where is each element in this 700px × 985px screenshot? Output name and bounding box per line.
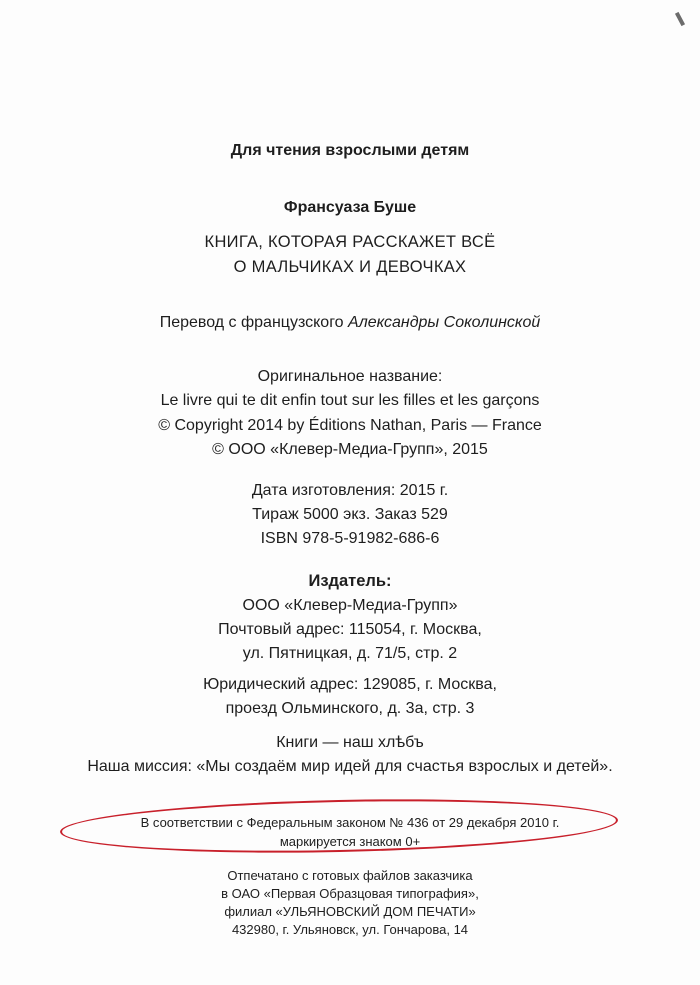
audience-note: Для чтения взрослыми детям xyxy=(230,142,470,159)
publisher-mission: Наша миссия: «Мы создаём мир идей для счастья взрослых и детей». xyxy=(87,758,613,775)
legal-address-line-1: Юридический адрес: 129085, г. Москва, xyxy=(203,676,497,693)
printer-line-1: Отпечатано с готовых файлов заказчика xyxy=(227,868,473,883)
translation-prefix: Перевод с французского xyxy=(159,314,349,331)
printer-line-2: в ОАО «Первая Образцовая типография», xyxy=(221,886,479,901)
publisher-name: ООО «Клевер-Медиа-Групп» xyxy=(242,597,458,614)
translator-name: Александры Соколинской xyxy=(348,314,541,331)
legal-address-line-2: проезд Ольминского, д. 3а, стр. 3 xyxy=(225,700,475,717)
copyright-russian: © ООО «Клевер-Медиа-Групп», 2015 xyxy=(212,441,488,458)
manufacture-date: Дата изготовления: 2015 г. xyxy=(251,482,449,499)
printer-line-3: филиал «УЛЬЯНОВСКИЙ ДОМ ПЕЧАТИ» xyxy=(224,904,476,919)
translation-credit xyxy=(0,314,700,332)
copyright-original: © Copyright 2014 by Éditions Nathan, Paris — France xyxy=(158,417,542,434)
publisher-heading: Издатель: xyxy=(308,572,392,590)
age-rating-law-line: В соответствии с Федеральным законом № 436 от 29 декабря 2010 г. xyxy=(140,815,560,830)
page-edge-mark xyxy=(675,12,685,26)
isbn: ISBN 978-5-91982-686-6 xyxy=(260,530,440,547)
postal-address-line-1: Почтовый адрес: 115054, г. Москва, xyxy=(218,621,482,638)
book-title-line-2: О МАЛЬЧИКАХ И ДЕВОЧКАХ xyxy=(233,258,467,276)
original-title: Le livre qui te dit enfin tout sur les filles et les garçons xyxy=(160,392,540,409)
print-run: Тираж 5000 экз. Заказ 529 xyxy=(252,506,448,523)
author-name: Франсуаза Буше xyxy=(283,199,417,216)
publisher-slogan: Книги — наш хлѣбъ xyxy=(276,734,424,751)
age-rating-mark-line: маркируется знаком 0+ xyxy=(279,834,421,849)
original-title-label: Оригинальное название: xyxy=(257,368,443,385)
printer-line-4: 432980, г. Ульяновск, ул. Гончарова, 14 xyxy=(231,922,469,937)
book-title-line-1: КНИГА, КОТОРАЯ РАССКАЖЕТ ВСЁ xyxy=(204,233,496,251)
postal-address-line-2: ул. Пятницкая, д. 71/5, стр. 2 xyxy=(242,645,458,662)
